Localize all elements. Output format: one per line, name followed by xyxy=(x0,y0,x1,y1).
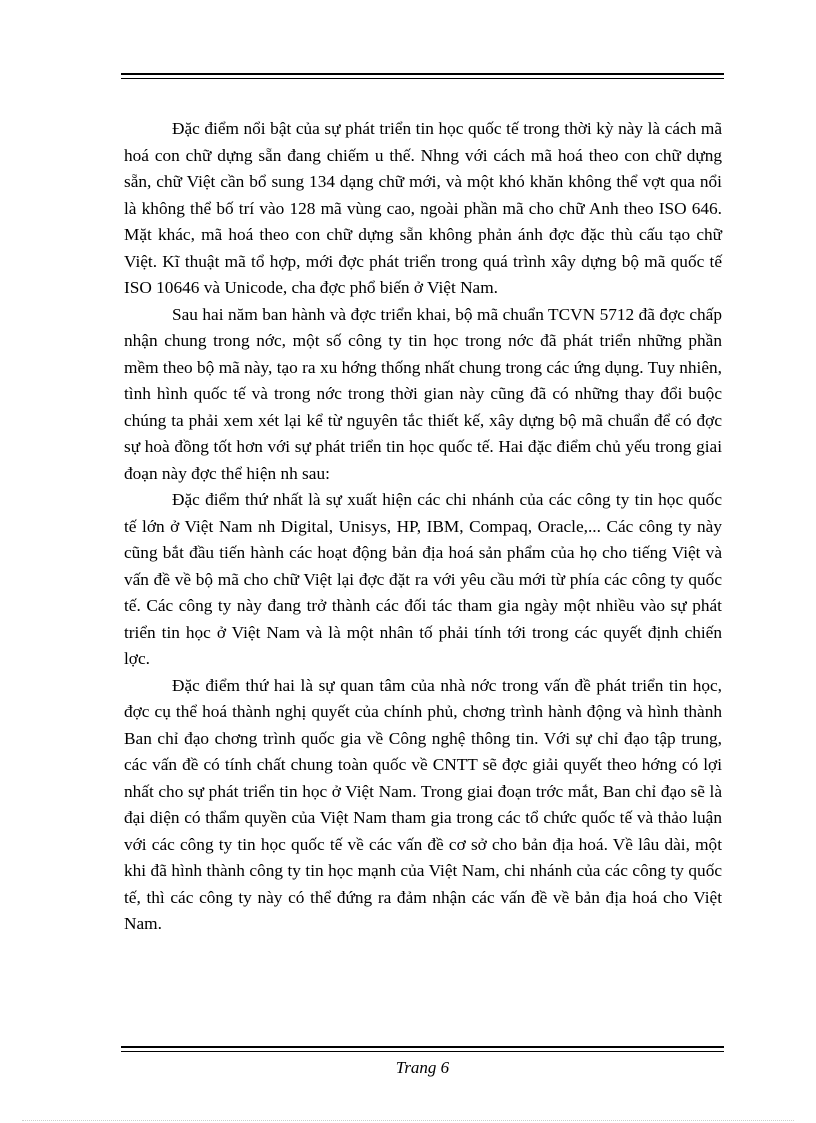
document-body xyxy=(124,116,722,938)
footer-rule xyxy=(121,1046,724,1052)
page-number: Trang 6 xyxy=(395,1058,450,1077)
paragraph: Đặc điểm nổi bật của sự phát triển tin học quốc tế trong thời kỳ này là cách mã hoá con chữ dựng sẵn đang chiếm u thế. Nhng với cách mã hoá theo con chữ dựng sẵn, chữ Việt cần bổ sung 134 dạng chữ mới, và một khó khăn không thể vợt qua nổi là không thể bố trí vào 128 mã vùng cao, ngoài phần mã cho chữ Anh theo ISO 646. Mặt khác, mã hoá theo con chữ dựng sẵn không phản ánh đợc đặc thù cấu tạo chữ Việt. Kĩ thuật mã tổ hợp, mới đợc phát triển trong quá trình xây dựng bộ mã quốc tế ISO 10646 và Unicode, cha đợc phổ biến ở Việt Nam. xyxy=(124,119,722,297)
paragraph: Sau hai năm ban hành và đợc triển khai, bộ mã chuẩn TCVN 5712 đã đợc chấp nhận chung trong nớc, một số công ty tin học trong nớc đã phát triển những phần mềm theo bộ mã này, tạo ra xu hớng thống nhất chung trong các ứng dụng. Tuy nhiên, tình hình quốc tế và trong nớc trong thời gian này cũng đã có những thay đổi buộc chúng ta phải xem xét lại kể từ nguyên tắc thiết kế, xây dựng bộ mã chuẩn để có đợc sự hoà đồng tốt hơn với sự phát triển tin học quốc tế. Hai đặc điểm chủ yếu trong giai đoạn này đợc thể hiện nh sau: xyxy=(124,304,722,483)
page-edge-divider xyxy=(22,1120,794,1121)
header-rule xyxy=(121,73,724,79)
paragraph: Đặc điểm thứ nhất là sự xuất hiện các chi nhánh của các công ty tin học quốc tế lớn ở Việt Nam nh Digital, Unisys, HP, IBM, Compaq, Oracle,... Các công ty này cũng bắt đầu tiến hành các hoạt động bản địa hoá sản phẩm của họ cho tiếng Việt và vấn đề về bộ mã cho chữ Việt lại đợc đặt ra với yêu cầu mới từ phía các công ty quốc tế. Các công ty này đang trở thành các đối tác tham gia ngày một nhiều vào sự phát triển tin học ở Việt Nam và là một nhân tố phải tính tới trong các quyết định chiến lợc. xyxy=(124,490,722,668)
paragraph: Đặc điểm thứ hai là sự quan tâm của nhà nớc trong vấn đề phát triển tin học, đợc cụ thể hoá thành nghị quyết của chính phủ, chơng trình hành động và hình thành Ban chỉ đạo chơng trình quốc gia về Công nghệ thông tin. Với sự chỉ đạo tập trung, các vấn đề có tính chất chung toàn quốc về CNTT sẽ đợc giải quyết theo hớng có lợi nhất cho sự phát triển tin học ở Việt Nam. Trong giai đoạn trớc mắt, Ban chỉ đạo sẽ là đại diện có thẩm quyền của Việt Nam tham gia trong các tổ chức quốc tế và thảo luận với các công ty tin học quốc tế về các vấn đề cơ sở cho bản địa hoá. Về lâu dài, một khi đã hình thành công ty tin học mạnh của Việt Nam, chi nhánh của các công ty quốc tế, thì các công ty này có thể đứng ra đảm nhận các vấn đề về bản địa hoá cho Việt Nam. xyxy=(124,675,722,933)
